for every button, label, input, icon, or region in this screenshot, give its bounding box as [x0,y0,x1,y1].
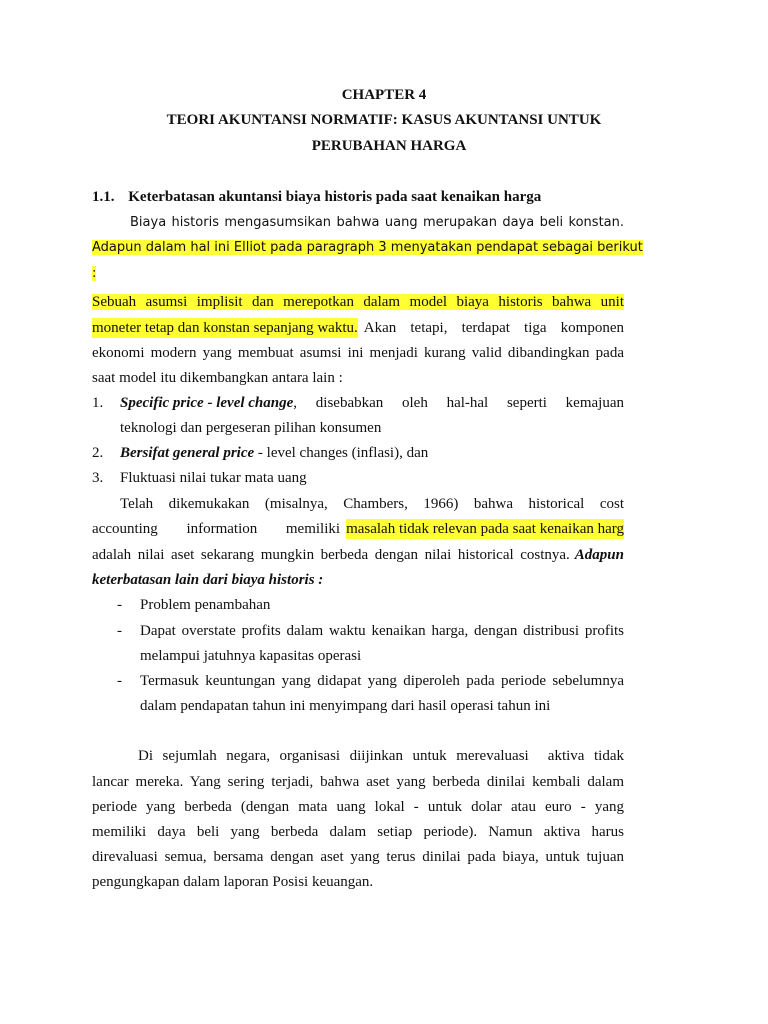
p4-line-3: periode yang berbeda (dengan mata uang lokal - untuk dolar atau euro - yang [92,799,624,815]
p2-line-2: moneter tetap dan konstan sepanjang waktu. Akan tetapi, terdapat tiga komponen [92,320,624,336]
bullet-item-3: Termasuk keuntungan yang didapat yang diperoleh pada periode sebelumnya [140,673,624,689]
p2-line-4: saat model itu dikembangkan antara lain : [92,370,343,386]
title-line-1: TEORI AKUNTANSI NORMATIF: KASUS AKUNTANSI UNTUK [166,112,602,128]
p2-line-3: ekonomi modern yang membuat asumsi ini menjadi kurang valid dibandingkan pada [92,345,624,361]
p4-line-1: Di sejumlah negara, organisasi diijinkan untuk merevaluasi aktiva tidak [138,748,624,764]
section-number: 1.1. [92,189,115,205]
bullet-dash-2: - [117,623,122,639]
list-num-2: 2. [92,445,104,461]
p2-highlight: moneter tetap dan konstan sepanjang waktu. [92,320,358,336]
p4-line-6: pengungkapan dalam laporan Posisi keuangan. [92,874,374,890]
p1-line-2: Adapun dalam hal ini Elliot pada paragraph 3 menyatakan pendapat sebagai berikut [92,240,643,255]
bullet-item-2: Dapat overstate profits dalam waktu kenaikan harga, dengan distribusi profits [140,623,624,639]
bullet-item-1: Problem penambahan [140,597,271,613]
p4-line-4: memiliki daya beli yang berbeda dalam setiap periode). Namun aktiva harus [92,824,624,840]
p3-line-1: Telah dikemukakan (misalnya, Chambers, 1966) bahwa historical cost [120,496,624,512]
bullet-dash-3: - [117,673,122,689]
p1-line-1: Biaya historis mengasumsikan bahwa uang merupakan daya beli konstan. [130,215,624,230]
list-item-1-cont: teknologi dan pergeseran pilihan konsumen [120,420,382,436]
list-item-2: Bersifat general price - level changes (inflasi), dan [120,445,429,461]
section-title: Keterbatasan akuntansi biaya historis pada saat kenaikan harga [128,189,542,205]
list-num-1: 1. [92,395,104,411]
p1-line-3: : [92,266,97,281]
title-line-2: PERUBAHAN HARGA [311,138,467,154]
p4-line-5: direvaluasi semua, bersama dengan aset yang terus dinilai pada biaya, untuk tujuan [92,849,624,865]
chapter-label: CHAPTER 4 [341,87,427,103]
p3-line-4: keterbatasan lain dari biaya historis : [92,572,324,588]
list-num-3: 3. [92,470,104,486]
section-heading [92,187,541,207]
bullet-item-2-cont: melampui jatuhnya kapasitas operasi [140,648,362,664]
bullet-dash-1: - [117,597,122,613]
list-item-1: Specific price - level change , disebabkan oleh hal-hal seperti kemajuan [120,395,624,411]
list-item-3: Fluktuasi nilai tukar mata uang [120,470,307,486]
bullet-item-3-cont: dalam pendapatan tahun ini menyimpang dari hasil operasi tahun ini [140,698,551,714]
p3-line-3: adalah nilai aset sekarang mungkin berbeda dengan nilai historical costnya. Adapun [92,547,624,563]
p3-highlight: masalah tidak relevan pada saat kenaikan harg [346,521,624,537]
p2-line-1: Sebuah asumsi implisit dan merepotkan dalam model biaya historis bahwa unit [92,294,624,310]
p3-line-2: accounting information memiliki masalah tidak relevan pada saat kenaikan harg [92,521,624,537]
p4-line-2: lancar mereka. Yang sering terjadi, bahwa aset yang berbeda dinilai kembali dalam [92,774,624,790]
